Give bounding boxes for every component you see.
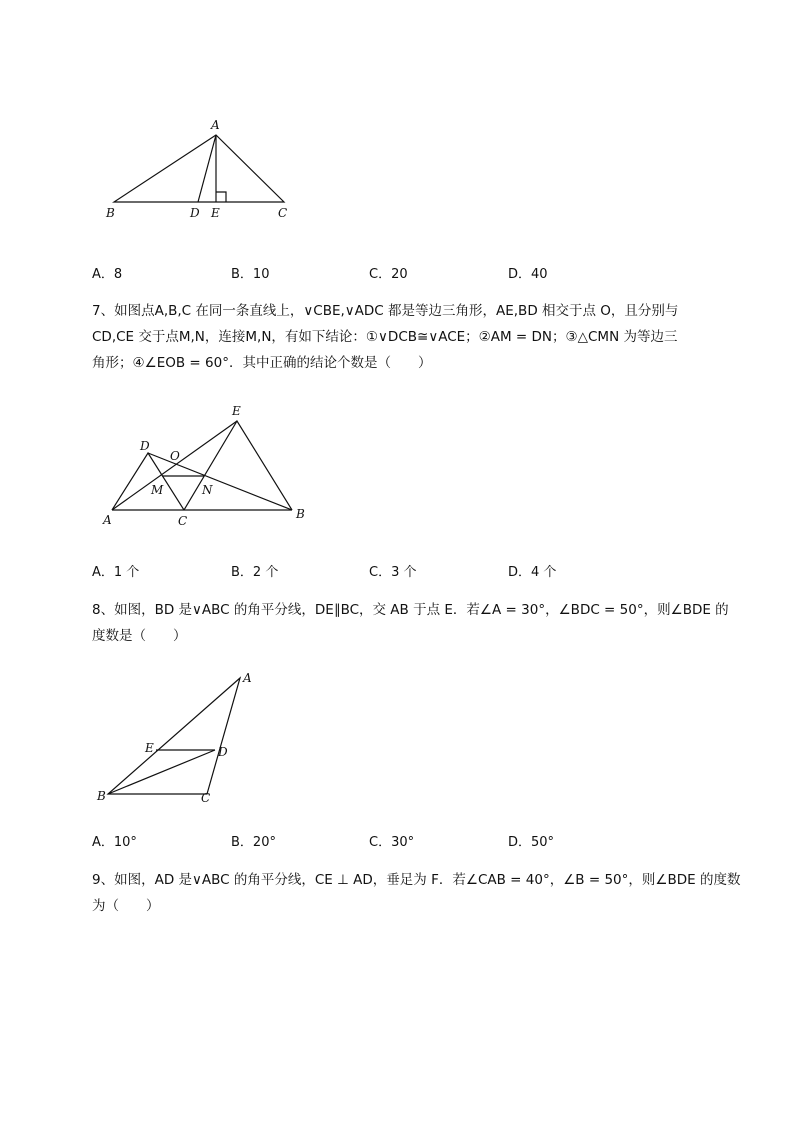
q9-line-1: 9、如图，AD 是∨ABC 的角平分线，CE ⊥ AD，垂足为 F．若∠CAB = 40°，∠B = 50°，则∠BDE 的度数	[92, 872, 741, 888]
label-a: A	[211, 118, 220, 132]
q7-line-1: 7、如图点A,B,C 在同一条直线上，∨CBE,∨ADC 都是等边三角形，AE,BD 相交于点 O，且分别与	[92, 303, 679, 319]
q8-option-a: A．10°	[92, 835, 137, 850]
q6-option-d: D．40	[508, 267, 548, 282]
q7-line-2: CD,CE 交于点M,N，连接M,N，有如下结论：①∨DCB≅∨ACE；②AM = DN；③△CMN 为等边三	[92, 329, 678, 345]
label-c: C	[201, 791, 211, 805]
label-b: B	[106, 206, 115, 220]
label-a: A	[103, 513, 112, 527]
q8-line-2: 度数是（ ）	[92, 628, 187, 644]
q6-option-b: B．10	[231, 267, 270, 282]
q7-option-a: A．1 个	[92, 565, 140, 580]
right-angle-mark	[216, 192, 226, 202]
q7-line-3: 角形；④∠EOB = 60°．其中正确的结论个数是（ ）	[92, 355, 432, 371]
label-d: D	[190, 206, 200, 220]
label-c: C	[278, 206, 288, 220]
label-c: C	[178, 514, 188, 528]
q6-option-a: A．8	[92, 267, 123, 282]
q8-option-c: C．30°	[369, 835, 415, 850]
figure-equilateral-triangles	[100, 400, 310, 530]
q8-option-b: B．20°	[231, 835, 276, 850]
figure-angle-bisector-parallel	[95, 668, 265, 808]
q8-option-d: D．50°	[508, 835, 555, 850]
label-b: B	[97, 789, 106, 803]
triangle-cbe	[184, 421, 292, 510]
segment-bd	[108, 750, 215, 794]
label-a: A	[243, 671, 252, 685]
q7-option-b: B．2 个	[231, 565, 279, 580]
label-o: O	[170, 449, 180, 463]
label-e: E	[211, 206, 220, 220]
triangle-abc	[114, 135, 284, 202]
label-d: D	[140, 439, 150, 453]
label-e: E	[145, 741, 154, 755]
label-d: D	[218, 745, 228, 759]
label-e: E	[232, 404, 241, 418]
triangle-abc	[108, 678, 240, 794]
q8-line-1: 8、如图，BD 是∨ABC 的角平分线，DE∥BC，交 AB 于点 E．若∠A = 30°，∠BDC = 50°，则∠BDE 的	[92, 602, 729, 618]
q6-option-c: C．20	[369, 267, 408, 282]
label-b: B	[296, 507, 305, 521]
segment-ae	[112, 421, 237, 510]
label-n: N	[202, 483, 213, 497]
figure-triangle-altitude	[100, 112, 310, 227]
q9-line-2: 为（ ）	[92, 898, 160, 914]
q7-option-d: D．4 个	[508, 565, 557, 580]
label-m: M	[151, 483, 164, 497]
q7-option-c: C．3 个	[369, 565, 417, 580]
